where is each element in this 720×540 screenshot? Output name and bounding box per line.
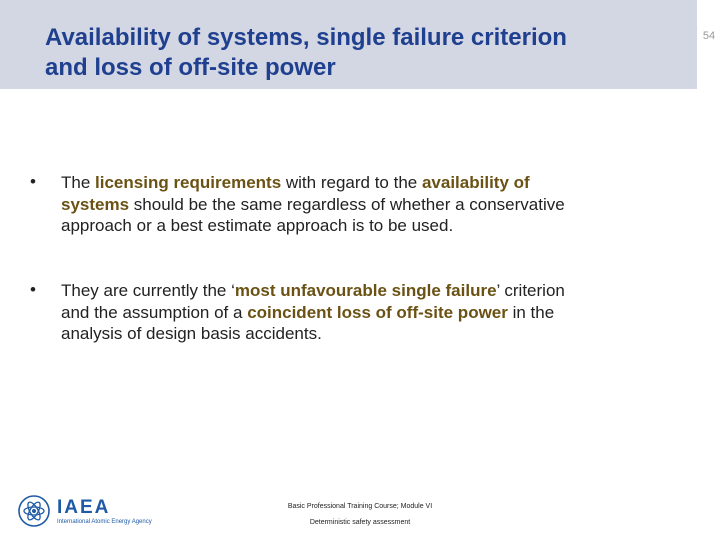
- bullet-text-licensing: [61, 172, 681, 237]
- highlight-term: most unfavourable single failure: [234, 281, 497, 300]
- bullet-line: and the assumption of a coincident loss of off-site power in the: [61, 302, 555, 322]
- bullet-marker: •: [30, 280, 36, 299]
- bullet-text-single-failure: [61, 280, 681, 345]
- bullet-line: analysis of design basis accidents.: [61, 324, 322, 343]
- bullet-line: systems should be the same regardless of whether a conservative: [61, 194, 565, 214]
- iaea-logo: [17, 494, 167, 530]
- iaea-emblem-icon: [17, 494, 51, 528]
- page-number: 54: [702, 30, 716, 42]
- highlight-term: coincident loss of off-site power: [247, 302, 508, 322]
- title-bar: [0, 0, 697, 89]
- footer-subject: Deterministic safety assessment: [309, 519, 411, 526]
- logo-subtitle: International Atomic Energy Agency: [57, 519, 152, 525]
- bullet-marker: •: [30, 172, 36, 191]
- bullet-line: The licensing requirements with regard to the availability of: [61, 173, 530, 192]
- highlight-term: systems: [61, 194, 130, 214]
- bullet-line: approach or a best estimate approach is to be used.: [61, 216, 454, 235]
- highlight-term: availability of: [421, 173, 530, 192]
- logo-wordmark: IAEA: [57, 497, 111, 518]
- footer-course: Basic Professional Training Course; Module VI: [287, 503, 433, 510]
- bullet-line: They are currently the ‘most unfavourable single failure’ criterion: [61, 281, 565, 300]
- title-line-2: and loss of off-site power: [45, 54, 336, 81]
- title-line-1: Availability of systems, single failure criterion: [45, 24, 567, 51]
- highlight-term: licensing requirements: [95, 173, 282, 192]
- slide-title: [45, 23, 685, 83]
